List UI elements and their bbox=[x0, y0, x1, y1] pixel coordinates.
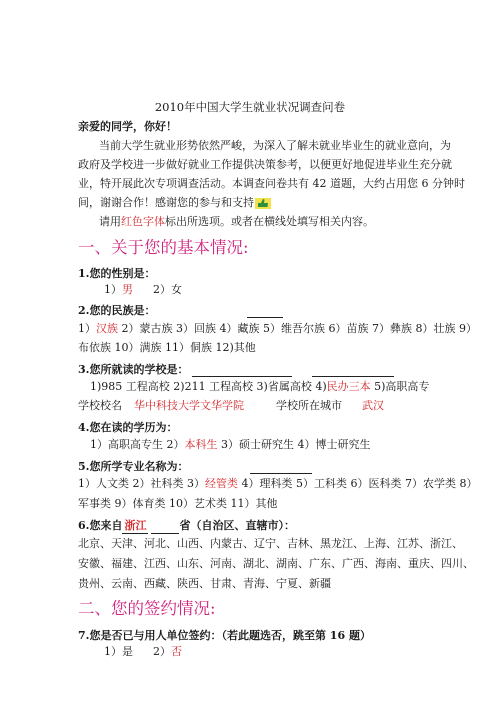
question-6-provinces-line-1[interactable]: 北京、天津、河北、山西、内蒙古、辽宁、吉林、黑龙江、上海、江苏、浙江、 bbox=[78, 537, 463, 550]
section-basic-info: 一、关于您的基本情况: bbox=[78, 238, 249, 257]
q6-label-a: 6.您来自 bbox=[78, 519, 123, 532]
instruction-text-b: 标出所选项。或者在横线处填写相关内容。 bbox=[165, 215, 374, 228]
q3-label-text: 3.您所就读的学校是： bbox=[78, 363, 189, 376]
intro-line-4-text: 间，谢谢合作！感谢您的参与和支持 bbox=[78, 196, 254, 209]
q6-label-b: 省（自治区、直辖市）： bbox=[179, 519, 295, 532]
q5-blank[interactable] bbox=[250, 463, 312, 474]
question-3-school-line bbox=[78, 399, 384, 413]
q3-blank-2[interactable] bbox=[312, 366, 394, 377]
q6-province-value: 浙江 bbox=[124, 519, 147, 532]
school-name-label: 学校校名 bbox=[78, 399, 122, 412]
q3-blank-1[interactable] bbox=[192, 366, 292, 377]
greeting: 亲爱的同学，你好！ bbox=[78, 120, 177, 133]
page-title: 2010年中国大学生就业状况调查问卷 bbox=[154, 100, 346, 114]
q7-option-yes[interactable]: 1）是 bbox=[104, 645, 133, 658]
q7-option-2-num: 2） bbox=[153, 645, 171, 658]
q1-option-male[interactable]: 男 bbox=[122, 283, 133, 296]
school-city-value[interactable]: 武汉 bbox=[362, 399, 384, 412]
q3-options-rest[interactable]: 5)高职高专 bbox=[370, 380, 430, 393]
q4-options-pre[interactable]: 1）高职高专生 2） bbox=[90, 438, 185, 451]
q5-options-pre[interactable]: 1）人文类 2）社科类 3） bbox=[78, 477, 205, 490]
intro-line-1: 当前大学生就业形势依然严峻，为深入了解未就业毕业生的就业意向，为 bbox=[99, 139, 451, 152]
question-2-label bbox=[78, 302, 283, 318]
question-6-label bbox=[78, 517, 295, 534]
intro-line-2: 政府及学校进一步做好就业工作提供决策参考，以便更好地促进毕业生充分就 bbox=[78, 158, 452, 171]
q6-blank[interactable] bbox=[151, 523, 179, 534]
thumbs-up-icon bbox=[255, 198, 271, 209]
q1-option-female[interactable]: 2）女 bbox=[153, 283, 182, 296]
q5-options-rest[interactable]: 4）理科类 5）工科类 6）医科类 7）农学类 8） bbox=[238, 477, 478, 490]
question-6-provinces-line-2[interactable]: 安徽、福建、江西、山东、河南、湖北、湖南、广东、广西、海南、重庆、四川、 bbox=[78, 557, 474, 570]
school-name-value[interactable]: 华中科技大学文华学院 bbox=[134, 399, 244, 412]
question-4-label: 4.您在读的学历为： bbox=[78, 421, 178, 434]
question-2-options-line-2[interactable]: 布依族 10）满族 11）侗族 12)其他 bbox=[78, 341, 256, 354]
q5-label-text: 5.您所学专业名称为： bbox=[78, 460, 189, 473]
q3-option-private[interactable]: 民办三本 bbox=[326, 380, 371, 393]
question-4-options bbox=[90, 438, 371, 452]
intro-line-4 bbox=[78, 196, 271, 210]
q2-blank[interactable] bbox=[247, 307, 283, 318]
instruction-line bbox=[99, 215, 374, 229]
question-5-options-line-1 bbox=[78, 477, 477, 491]
q2-option-han[interactable]: 汉族 bbox=[96, 322, 118, 335]
q7-option-no[interactable]: 否 bbox=[171, 645, 182, 658]
section-signing-status: 二、您的签约情况: bbox=[78, 599, 216, 618]
question-1-label: 1.您的性别是： bbox=[78, 267, 156, 280]
instruction-red-text: 红色字体 bbox=[121, 215, 165, 228]
q6-province-field[interactable] bbox=[122, 517, 148, 534]
question-6-provinces-line-3[interactable]: 贵州、云南、西藏、陕西、甘肃、青海、宁夏、新疆 bbox=[78, 577, 331, 590]
school-city-label: 学校所在城市 bbox=[276, 399, 342, 412]
q2-label-text: 2.您的民族是： bbox=[78, 304, 156, 317]
instruction-text-a: 请用 bbox=[99, 215, 121, 228]
q1-option-1-num: 1） bbox=[104, 283, 122, 296]
question-5-label bbox=[78, 458, 312, 474]
question-2-options-line-1 bbox=[78, 322, 477, 336]
q2-options-rest[interactable]: 2）蒙古族 3）回族 4）藏族 5）维吾尔族 6）苗族 7）彝族 8）壮族 9） bbox=[118, 322, 477, 335]
q3-options-pre[interactable]: 1)985 工程高校 2)211 工程高校 3)省属高校 4) bbox=[90, 380, 327, 393]
q2-opt-1-num: 1） bbox=[78, 322, 96, 335]
question-3-label bbox=[78, 361, 394, 377]
question-7-label: 7.您是否已与用人单位签约：（若此题选否，跳至第 16 题） bbox=[78, 629, 371, 642]
question-7-options bbox=[104, 645, 182, 659]
intro-line-3: 业，特开展此次专项调查活动。本调查问卷共有 42 道题，大约占用您 6 分钟时 bbox=[78, 177, 465, 190]
question-5-options-line-2[interactable]: 军事类 9）体育类 10）艺术类 11）其他 bbox=[78, 497, 278, 510]
question-1-options bbox=[104, 283, 182, 297]
question-3-options bbox=[90, 380, 429, 394]
q5-option-econ[interactable]: 经管类 bbox=[205, 477, 238, 490]
q4-options-rest[interactable]: 3）硕士研究生 4）博士研究生 bbox=[217, 438, 371, 451]
q4-option-undergrad[interactable]: 本科生 bbox=[184, 438, 218, 451]
